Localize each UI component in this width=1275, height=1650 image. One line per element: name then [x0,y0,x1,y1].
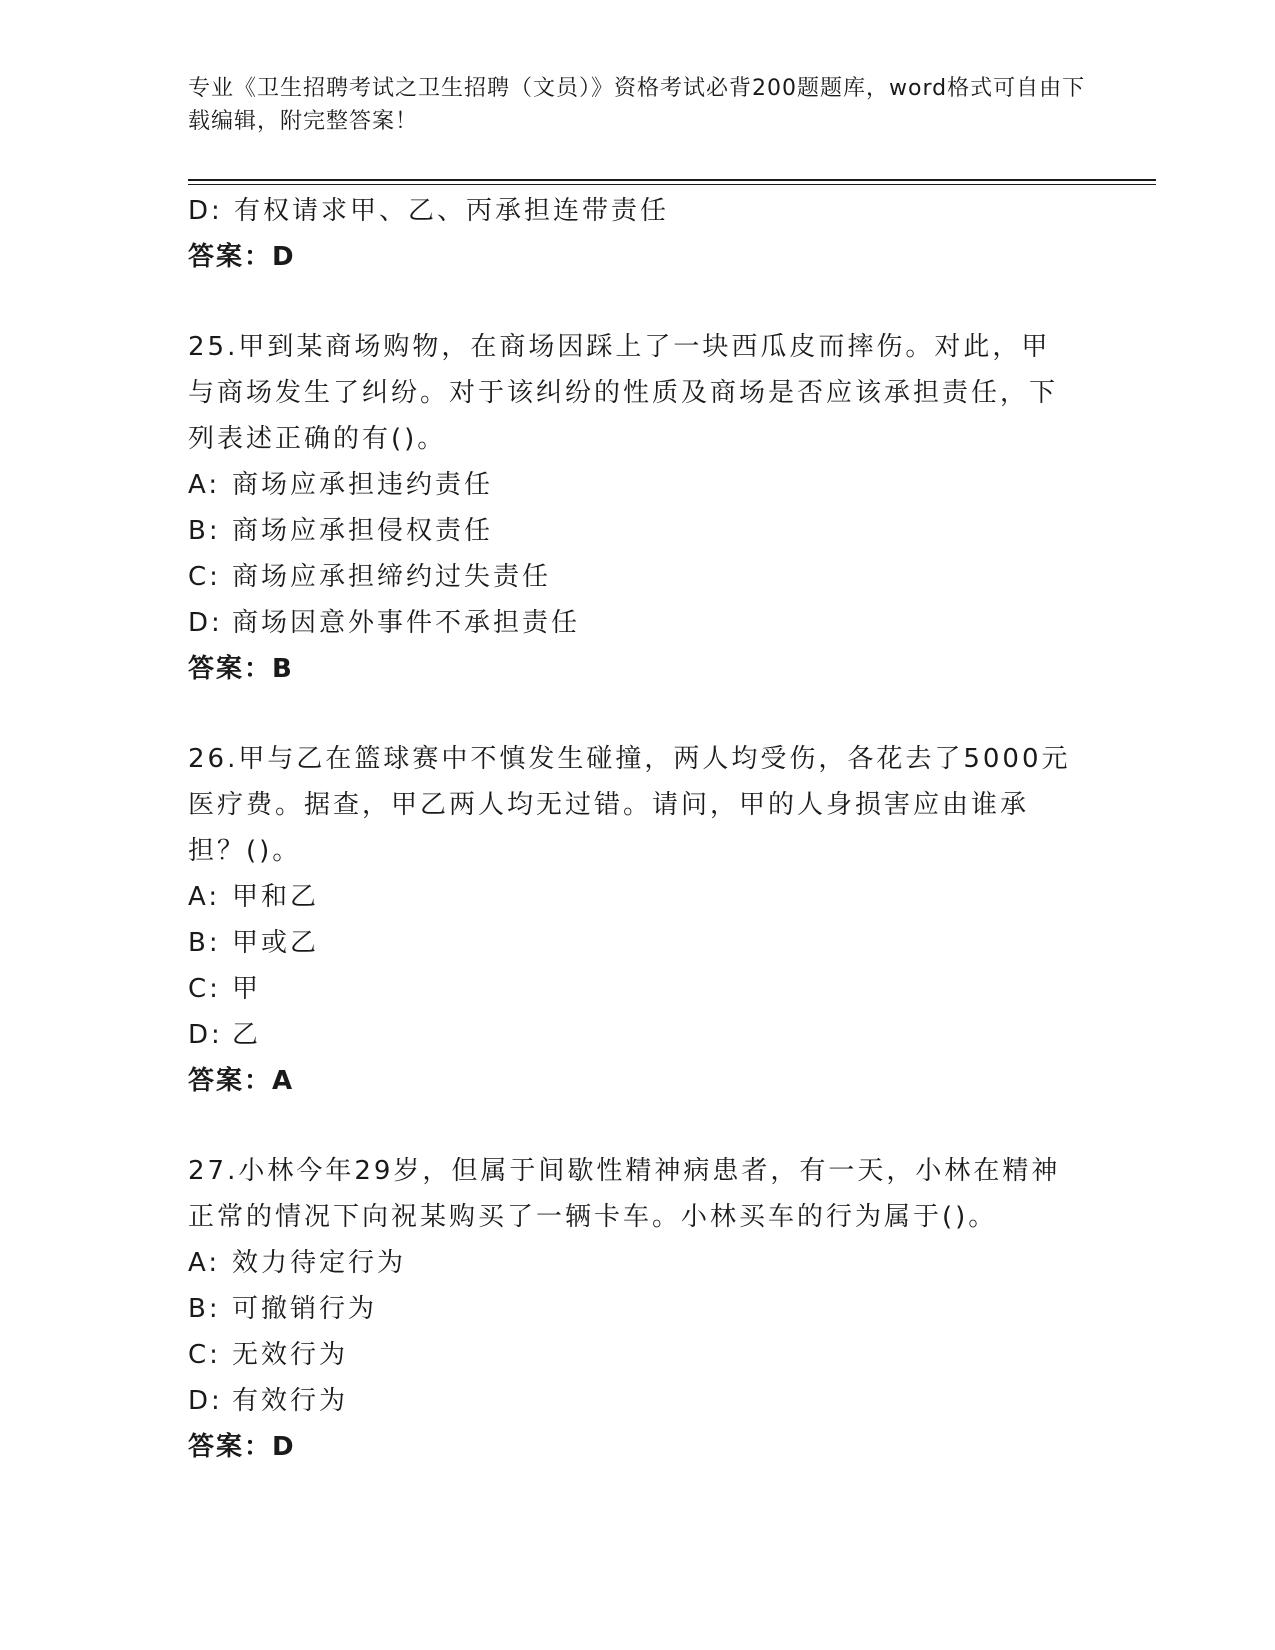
document-header: 专业《卫生招聘考试之卫生招聘（文员）》资格考试必背200题题库，word格式可自由下载编辑，附完整答案！ [188,76,1086,134]
option-b [188,1286,1088,1332]
option-text: 甲或乙 [232,928,320,958]
question-stem: 26.甲与乙在篮球赛中不慎发生碰撞，两人均受伤，各花去了5000元医疗费。据查，甲乙两人均无过错。请问，甲的人身损害应由谁承担？()。 [188,744,1071,866]
option-text: 商场应承担违约责任 [232,470,494,500]
question-26 [188,736,1088,1104]
spacer [188,1104,1088,1148]
option-key: D: [188,1020,223,1050]
option-c [188,1332,1088,1378]
question-25 [188,324,1088,692]
question-27 [188,1148,1088,1470]
option-text: 商场应承担侵权责任 [232,516,494,546]
option-key: C: [188,562,221,592]
option-d [188,1378,1088,1424]
answer-line: 答案：A [188,1066,295,1096]
header-rule-thick [188,179,1156,181]
option-key: B: [188,1294,221,1324]
spacer [188,280,1088,324]
option-d [188,1012,1088,1058]
spacer [188,692,1088,736]
option-text: 效力待定行为 [232,1248,407,1278]
option-text: 甲和乙 [232,882,320,912]
document-body [188,188,1088,1470]
option-text: 无效行为 [232,1340,349,1370]
header-rule-thin [188,184,1156,185]
option-key: A: [188,882,221,912]
option-b [188,508,1088,554]
option-key: B: [188,928,221,958]
option-key: B: [188,516,221,546]
option-key: A: [188,470,221,500]
option-d [188,600,1088,646]
question-stem: 25.甲到某商场购物，在商场因踩上了一块西瓜皮而摔伤。对此，甲与商场发生了纠纷。对于该纠纷的性质及商场是否应该承担责任，下列表述正确的有()。 [188,332,1059,454]
option-key: D: [188,608,223,638]
option-b [188,920,1088,966]
answer-line: 答案：D [188,1432,296,1462]
option-text: 甲 [232,974,262,1004]
option-text: 乙 [232,1020,262,1050]
previous-question-tail [188,188,1088,280]
answer-line: 答案：D [188,242,296,272]
option-key: C: [188,1340,221,1370]
question-stem: 27.小林今年29岁，但属于间歇性精神病患者，有一天，小林在精神正常的情况下向祝某购买了一辆卡车。小林买车的行为属于()。 [188,1156,1061,1232]
option-key: A: [188,1248,221,1278]
option-a [188,462,1088,508]
option-a [188,874,1088,920]
option-d: D: 有权请求甲、乙、丙承担连带责任 [188,196,670,226]
option-key: D: [188,1386,223,1416]
option-text: 有效行为 [232,1386,349,1416]
option-c [188,554,1088,600]
option-text: 商场因意外事件不承担责任 [232,608,581,638]
answer-line: 答案：B [188,654,294,684]
option-text: 可撤销行为 [232,1294,378,1324]
option-c [188,966,1088,1012]
option-a [188,1240,1088,1286]
option-key: C: [188,974,221,1004]
option-text: 商场应承担缔约过失责任 [232,562,552,592]
